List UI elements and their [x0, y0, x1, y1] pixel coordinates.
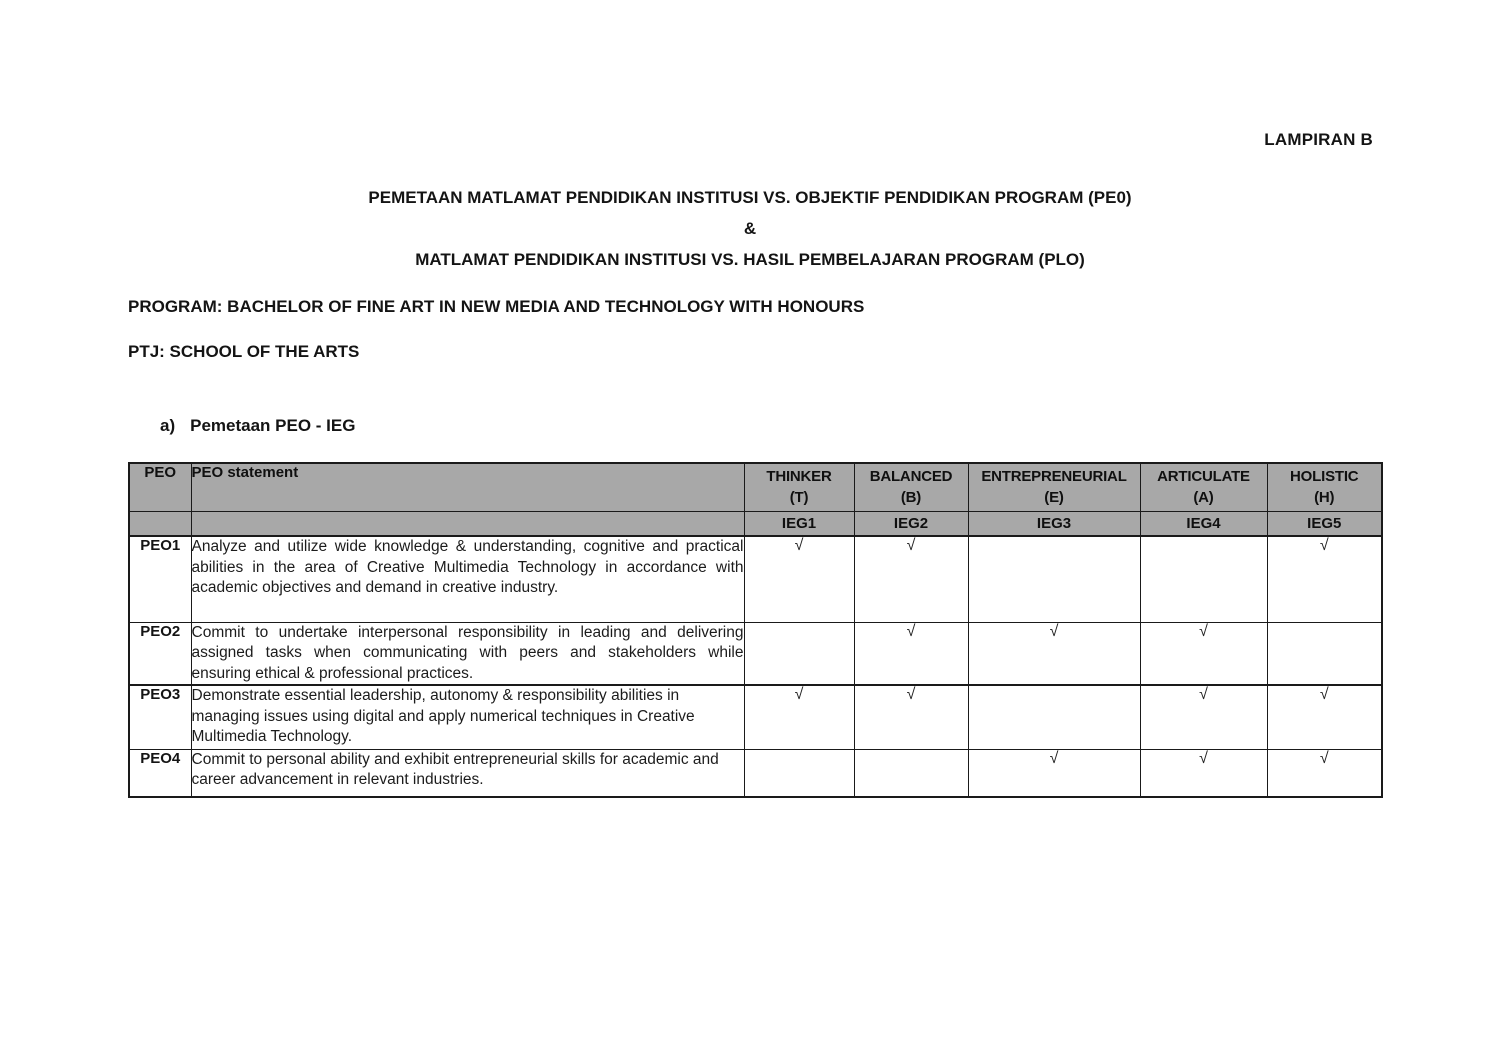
- table-row-peo1: [129, 536, 1382, 622]
- program-line: PROGRAM: BACHELOR OF FINE ART IN NEW MEDIA AND TECHNOLOGY WITH HONOURS: [128, 297, 865, 316]
- header-col-title: ARTICULATE: [1157, 468, 1250, 486]
- check-mark-cell: [968, 685, 1140, 749]
- check-mark-cell: [744, 749, 854, 797]
- ieg-empty-peo: [129, 511, 191, 536]
- check-mark-cell: [1267, 622, 1382, 685]
- document-title: [0, 182, 1500, 275]
- check-mark-cell: √: [1267, 685, 1382, 749]
- peo-statement: Analyze and utilize wide knowledge & understanding, cognitive and practical abilities in the area of Creative Multimedia Technology in accordance with academic objectives and demand in creative industry.: [191, 536, 744, 622]
- header-balanced: [854, 463, 968, 511]
- check-mark-cell: √: [968, 749, 1140, 797]
- section-heading: [160, 416, 355, 436]
- check-mark-cell: √: [1267, 749, 1382, 797]
- header-col-sub: (H): [1314, 489, 1335, 507]
- ptj-line: PTJ: SCHOOL OF THE ARTS: [128, 342, 360, 361]
- peo-id: PEO4: [129, 749, 191, 797]
- ieg4-label: IEG4: [1140, 511, 1267, 536]
- check-mark-cell: √: [1140, 622, 1267, 685]
- ieg-empty-statement: [191, 511, 744, 536]
- table-row-peo4: [129, 749, 1382, 797]
- check-mark-cell: √: [744, 536, 854, 622]
- title-line-1: PEMETAAN MATLAMAT PENDIDIKAN INSTITUSI VS. OBJEKTIF PENDIDIKAN PROGRAM (PE0): [368, 188, 1132, 207]
- header-entrepreneurial: [968, 463, 1140, 511]
- peo-ieg-mapping-table: [128, 462, 1383, 798]
- table-row-peo2: [129, 622, 1382, 685]
- check-mark-cell: √: [1140, 685, 1267, 749]
- check-mark-cell: √: [1267, 536, 1382, 622]
- header-thinker: [744, 463, 854, 511]
- header-col-title: ENTREPRENEURIAL: [981, 468, 1127, 486]
- ieg2-label: IEG2: [854, 511, 968, 536]
- check-mark-cell: √: [1140, 749, 1267, 797]
- header-col-sub: (B): [900, 489, 922, 507]
- header-peo: PEO: [129, 463, 191, 511]
- peo-id: PEO1: [129, 536, 191, 622]
- title-line-2: MATLAMAT PENDIDIKAN INSTITUSI VS. HASIL PEMBELAJARAN PROGRAM (PLO): [415, 250, 1085, 269]
- header-col-title: HOLISTIC: [1290, 468, 1359, 486]
- peo-id: PEO3: [129, 685, 191, 749]
- check-mark-cell: √: [854, 622, 968, 685]
- table-header-row: [129, 463, 1382, 511]
- check-mark-cell: [1140, 536, 1267, 622]
- header-holistic: [1267, 463, 1382, 511]
- peo-statement: Commit to undertake interpersonal responsibility in leading and delivering assigned tasks when communicating with peers and stakeholders while ensuring ethical & professional practices.: [191, 622, 744, 685]
- peo-id: PEO2: [129, 622, 191, 685]
- header-col-title: THINKER: [766, 468, 832, 486]
- table-row-peo3: [129, 685, 1382, 749]
- section-marker: a): [160, 416, 176, 435]
- check-mark-cell: √: [744, 685, 854, 749]
- check-mark-cell: √: [968, 622, 1140, 685]
- header-col-title: BALANCED: [869, 468, 953, 486]
- check-mark-cell: [854, 749, 968, 797]
- header-peo-statement: PEO statement: [191, 463, 744, 511]
- title-ampersand: &: [743, 219, 757, 238]
- header-col-sub: (A): [1193, 489, 1214, 507]
- peo-statement: Demonstrate essential leadership, autonomy & responsibility abilities in managing issues using digital and apply numerical techniques in Creative Multimedia Technology.: [191, 685, 744, 749]
- header-articulate: [1140, 463, 1267, 511]
- ieg3-label: IEG3: [968, 511, 1140, 536]
- header-col-sub: (T): [789, 489, 809, 507]
- check-mark-cell: √: [854, 685, 968, 749]
- ieg5-label: IEG5: [1267, 511, 1382, 536]
- section-title: Pemetaan PEO - IEG: [190, 416, 356, 435]
- ieg1-label: IEG1: [744, 511, 854, 536]
- check-mark-cell: [744, 622, 854, 685]
- header-col-sub: (E): [1044, 489, 1064, 507]
- peo-statement: Commit to personal ability and exhibit entrepreneurial skills for academic and career advancement in relevant industries.: [191, 749, 744, 797]
- check-mark-cell: √: [854, 536, 968, 622]
- lampiran-label: LAMPIRAN B: [1264, 130, 1373, 149]
- table-ieg-row: [129, 511, 1382, 536]
- check-mark-cell: [968, 536, 1140, 622]
